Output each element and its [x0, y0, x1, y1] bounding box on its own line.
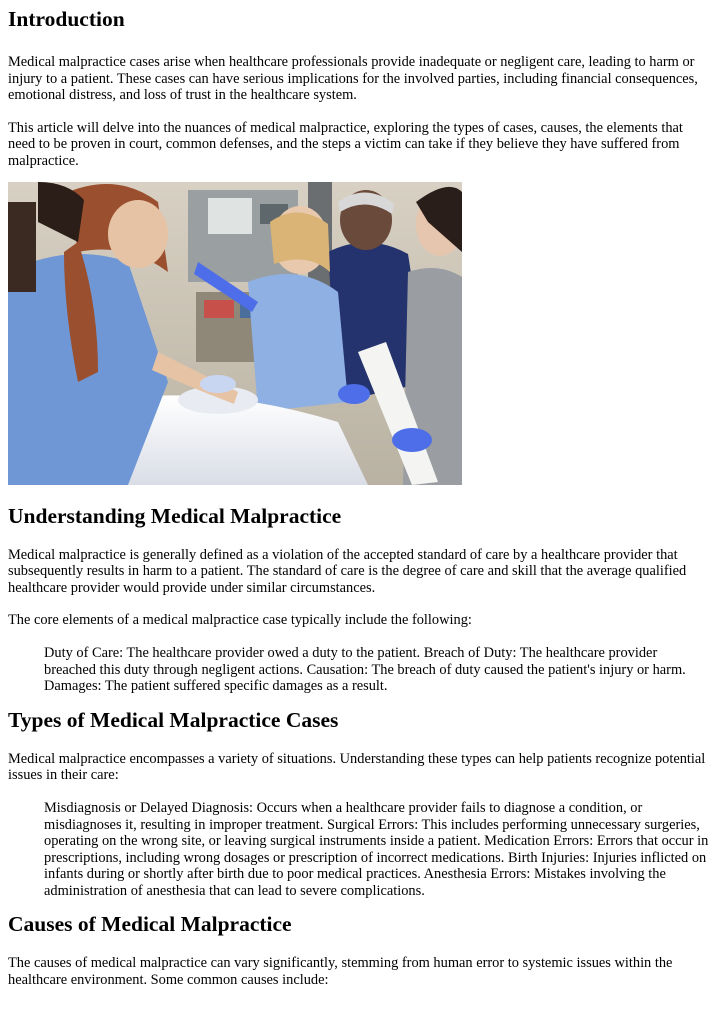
heading-understanding: Understanding Medical Malpractice: [8, 503, 342, 528]
types-blockquote: Misdiagnosis or Delayed Diagnosis: Occurs when a healthcare provider fails to diagnose a condition, or misdiagnoses it, resulting in improper treatment. Surgical Errors: This includes performing unnecessary surgeries, operating on the wrong site, or leaving surgical instruments inside a patient. Medication Errors: Errors that occur in prescriptions, including wrong dosages or prescription of incorrect medications. Birth Injuries: Injuries inflicted on infants during or shortly after birth due to poor medical practices. Anesthesia Errors: Mistakes involving the administration of anesthesia that can lead to severe complications.: [44, 799, 709, 899]
intro-paragraph-2: This article will delve into the nuances of medical malpractice, exploring the types of cases, causes, the elements that need to be proven in court, common defenses, and the steps a victim can take if they believe they have suffered from malpractice.: [8, 119, 683, 169]
understanding-paragraph-1: Medical malpractice is generally defined as a violation of the accepted standard of care by a healthcare provider that subsequently results in harm to a patient. The standard of care is the degree of care and skill that the average qualified healthcare provider would provide under similar circumstances.: [8, 546, 687, 596]
core-elements-blockquote: Duty of Care: The healthcare provider owed a duty to the patient. Breach of Duty: The healthcare provider breached this duty through negligent actions. Causation: The breach of duty caused the patient's injury or harm. Damages: The patient suffered specific damages as a result.: [44, 644, 686, 695]
intro-paragraph-1: Medical malpractice cases arise when healthcare professionals provide inadequate or negligent care, leading to harm or injury to a patient. These cases can have serious implications for the involved parties, including financial consequences, emotional distress, and loss of trust in the healthcare system.: [8, 54, 698, 104]
medical-team-photo: [8, 182, 462, 485]
understanding-paragraph-2: The core elements of a medical malpractice case typically include the following:: [8, 612, 472, 629]
causes-paragraph-1: The causes of medical malpractice can vary significantly, stemming from human error to systemic issues within the healthcare environment. Some common causes include:: [8, 955, 673, 989]
heading-introduction: Introduction: [8, 7, 125, 31]
types-paragraph-1: Medical malpractice encompasses a variety of situations. Understanding these types can help patients recognize potential issues in their care:: [8, 750, 706, 784]
heading-causes: Causes of Medical Malpractice: [8, 912, 292, 937]
heading-types: Types of Medical Malpractice Cases: [8, 707, 339, 732]
